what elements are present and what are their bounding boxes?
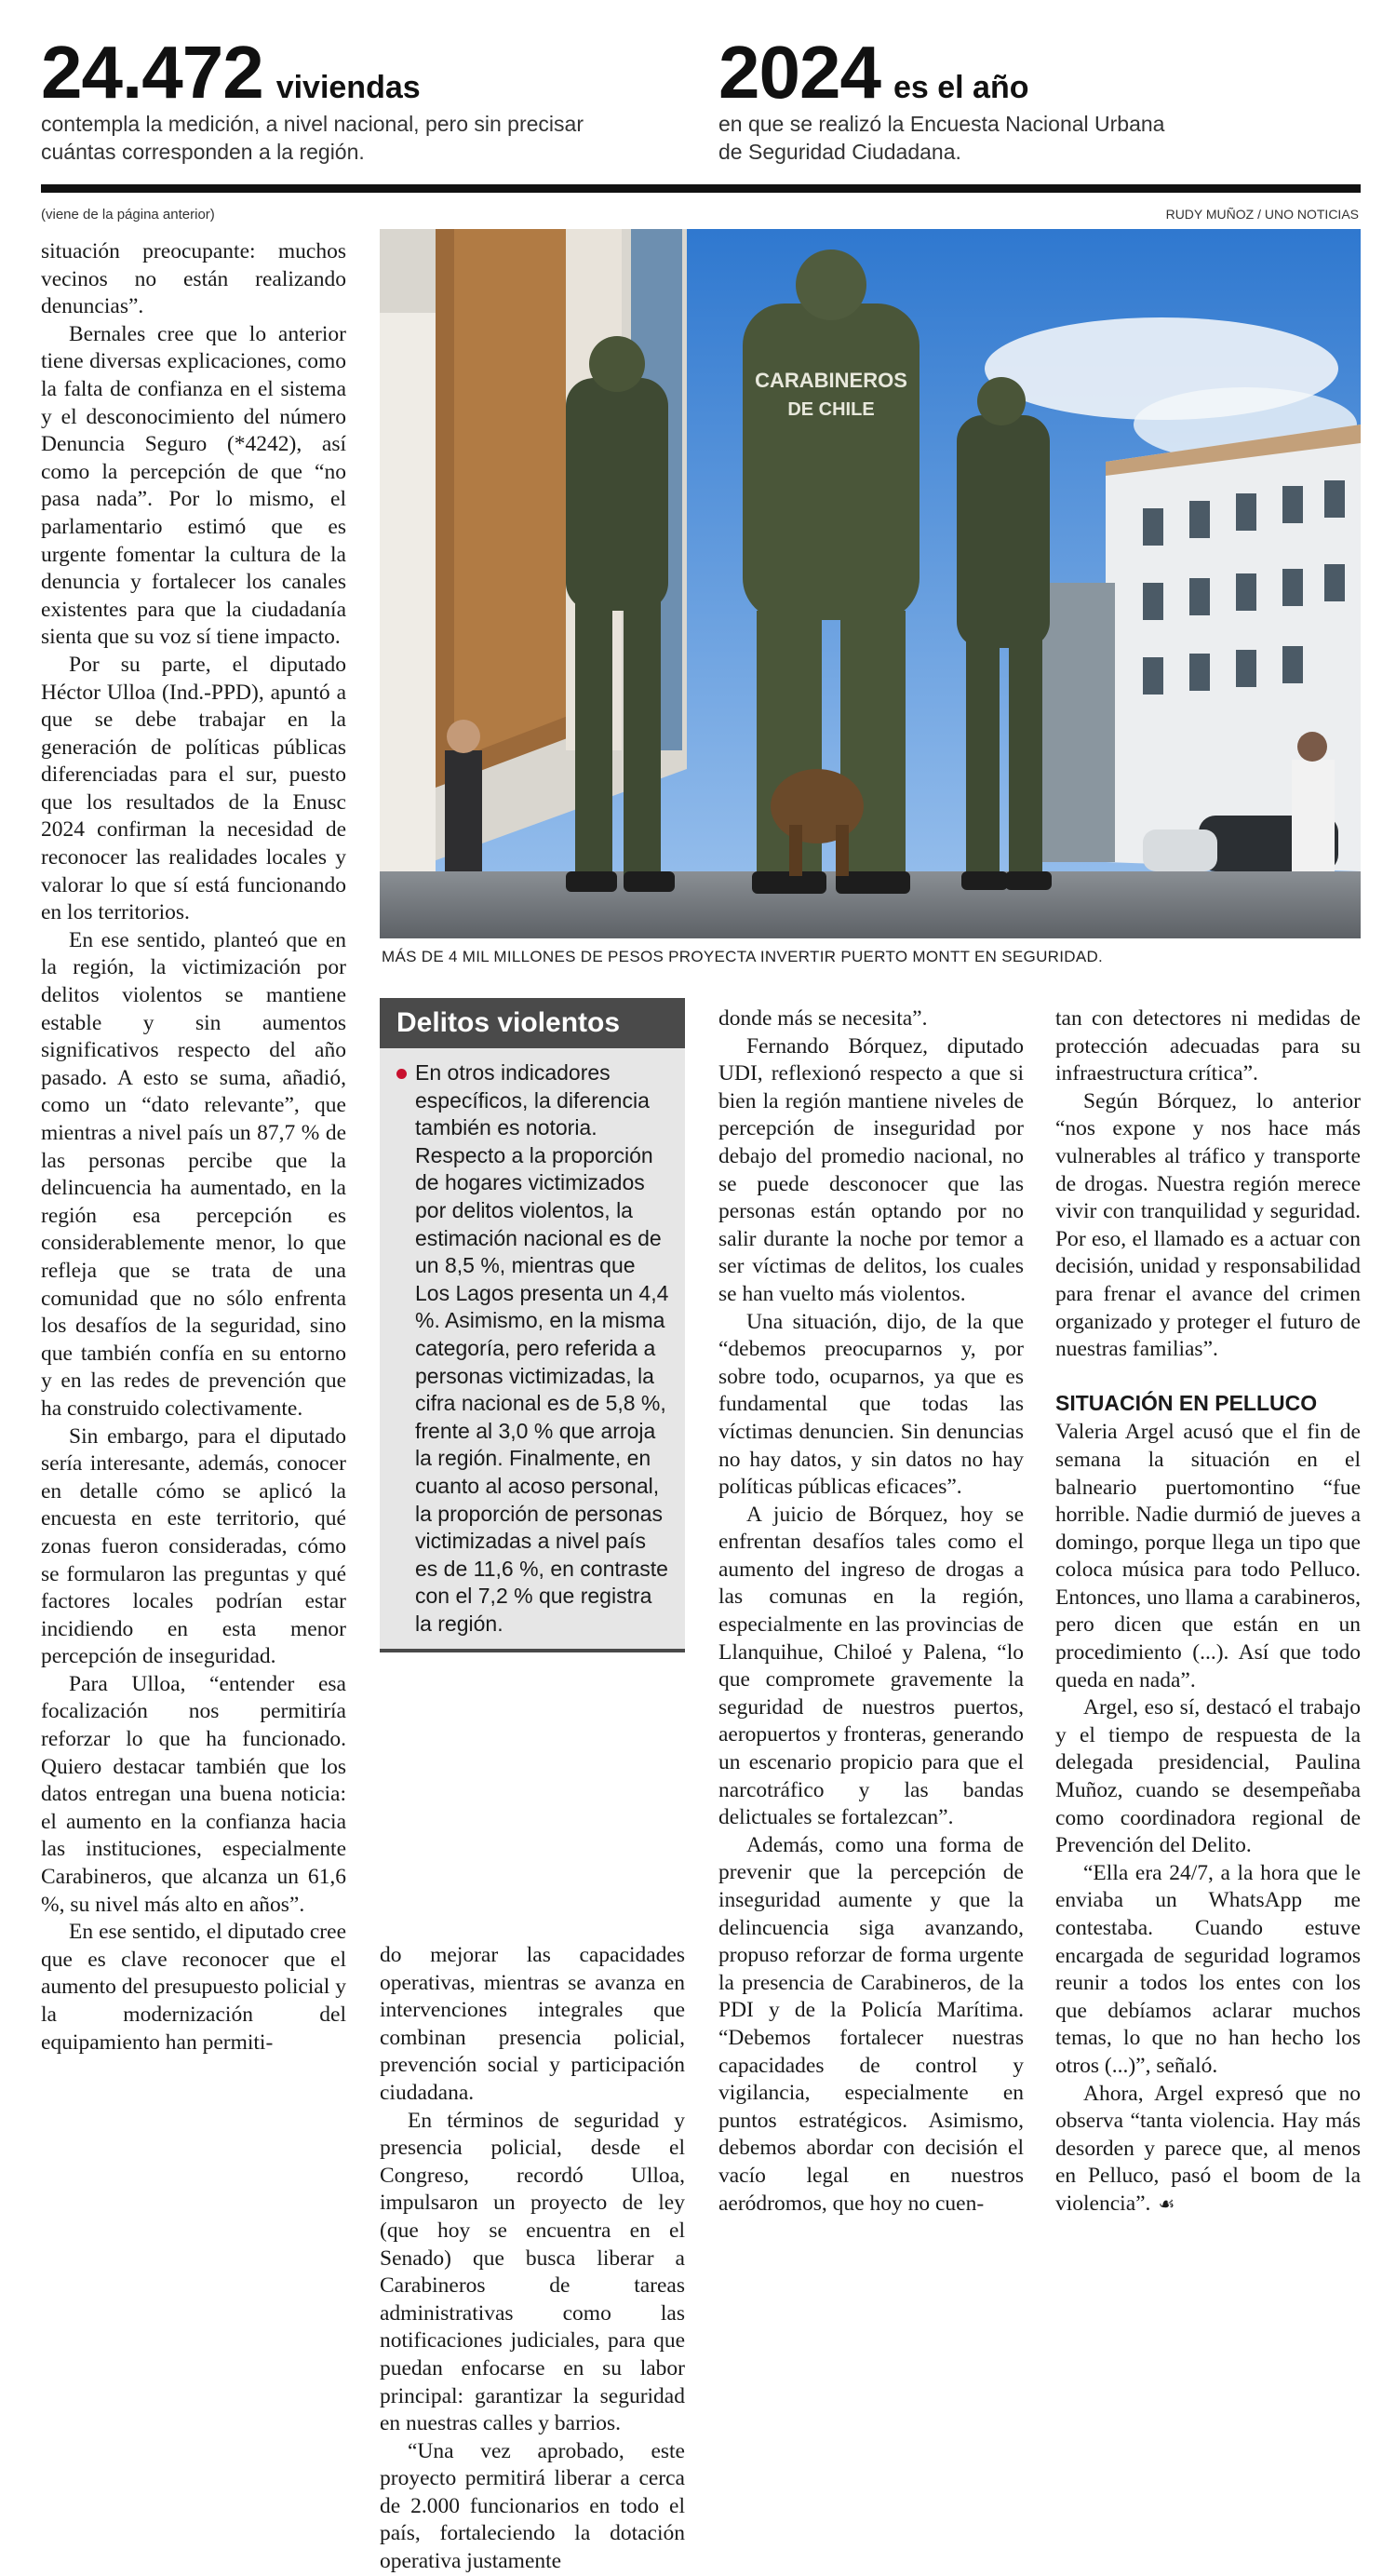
paragraph: Además, como una forma de prevenir que la percepción de inseguridad aumente y que la delincuencia siga avanzando, propuso reforzar de forma urgente la presencia de Carabineros, de la PDI y de la Policía Marítima. “Debemos fortalecer nuestras capacidades de control y vigilancia, especialmente en puntos estratégicos. Asimismo, debemos abordar con decisión el vacío legal en nuestros aeródromos, que hoy no cuen- (718, 1832, 1024, 2216)
section-subhead: SITUACIÓN EN PELLUCO (1055, 1390, 1318, 1415)
paragraph: “Ella era 24/7, a la hora que le enviaba un WhatsApp me contestaba. Cuando estuve encargada de seguridad logramos reunir a todos los entes con los que debíamos aclarar muchos temas, lo que no han hecho los otros (...)”, señaló. (1055, 1860, 1361, 2078)
stat-line: cuántas corresponden a la región. (41, 140, 365, 164)
article-column-1 (41, 238, 346, 2057)
sidebar-box (380, 998, 685, 1652)
paragraph: donde más se necesita”. (718, 1006, 928, 1031)
article-column-2 (380, 1942, 685, 2576)
paragraph: Para Ulloa, “entender esa focalización nos permitiría reforzar lo que ha funcionado. Quiero destacar también que los datos entregan una buena noticia: el aumento en la confianza hacia las instituciones, especialmente Carabineros, que alcanza un 61,6 %, su nivel más alto en años”. (41, 1671, 346, 1917)
paragraph: Por su parte, el diputado Héctor Ulloa (Ind.-PPD), apuntó a que se debe trabajar en la generación de políticas públicas diferenciadas para el sur, puesto que los resultados de la Enusc 2024 confirman la necesidad de reconocer las realidades locales y valorar lo que sí está funcionando en los territorios. (41, 652, 346, 925)
paragraph: “Una vez aprobado, este proyecto permitirá liberar a cerca de 2.000 funcionarios en todo el país, fortaleciendo la dotación operativa justamente (380, 2438, 685, 2574)
end-mark-icon: ☙ (1158, 2192, 1175, 2215)
stat-number: 2024 (718, 31, 880, 114)
paragraph: Sin embargo, para el diputado sería interesante, además, conocer en detalle cómo se aplicó la encuesta en este territorio, qué zonas fueron consideradas, cómo se formularon las preguntas y qué factores locales podrían estar incidiendo en esta menor percepción de inseguridad. (41, 1423, 346, 1669)
sidebar-title: Delitos violentos (380, 998, 685, 1048)
paragraph: En ese sentido, el diputado cree que es clave reconocer que el aumento del presupuesto policial y la modernización del equipamiento han permiti- (41, 1920, 346, 2055)
carabineros-photo-illustration (380, 229, 1361, 938)
paragraph: Según Bórquez, lo anterior “nos expone y nos hace más vulnerables al tráfico y transporte de drogas. Nuestra región merece vivir con tranquilidad y seguridad. Por eso, el llamado es a actuar con decisión, unidad y responsabilidad para frenar el avance del crimen organizado y proteger el futuro de nuestras familias”. (1055, 1088, 1361, 1362)
paragraph: En términos de seguridad y presencia policial, desde el Congreso, recordó Ulloa, impulsaron un proyecto de ley (que hoy se encuentra en el Senado) que busca liberar a Carabineros de tareas administrativas como las notificaciones judiciales, para que puedan enfocarse en su labor principal: garantizar la seguridad en nuestras calles y barrios. (380, 2108, 685, 2436)
paragraph (1055, 2081, 1361, 2219)
header-rule (41, 184, 1361, 193)
sidebar-text-wrap (380, 1048, 685, 1649)
paragraph: Fernando Bórquez, diputado UDI, reflexionó respecto a que si bien la región mantiene niveles de percepción de inseguridad por debajo del promedio nacional, no se puede desconocer que las personas están optando por no salir durante la noche por temor a ser víctimas de delitos, los cuales se han vuelto más violentos. (718, 1033, 1024, 1306)
continued-note: (viene de la página anterior) (41, 207, 215, 223)
vest-text: CARABINEROS (755, 369, 907, 392)
sidebar-text: En otros indicadores específicos, la diferencia también es notoria. Respecto a la proporción de hogares victimizados por delitos violentos, la estimación nacional es de un 8,5 %, mientras que Los Lagos presenta un 4,4 %. Asimismo, en la misma categoría, pero referida a personas victimizadas, la cifra nacional es de 5,8 %, frente al 3,0 % que arroja la región. Finalmente, en cuanto al acoso personal, la proporción de personas victimizadas a nivel país es de 11,6 %, en contraste con el 7,2 % que registra la región. (415, 1060, 669, 1636)
stat-line: de Seguridad Ciudadana. (718, 140, 961, 164)
paragraph: Argel, eso sí, destacó el trabajo y el tiempo de respuesta de la delegada presidencial, Paulina Muñoz, cuando se desempeñaba como coordinadora regional de Prevención del Delito. (1055, 1695, 1361, 1858)
stat-line: en que se realizó la Encuesta Nacional Urbana (718, 112, 1165, 136)
news-photo (380, 229, 1361, 938)
header-stat-year (718, 31, 1165, 166)
article-column-4 (1055, 1005, 1361, 2219)
header-stat-viviendas (41, 31, 584, 166)
paragraph: situación preocupante: muchos vecinos no están realizando denuncias”. (41, 239, 346, 319)
stat-line: contempla la medición, a nivel nacional, pero sin precisar (41, 112, 584, 136)
paragraph: Bernales cree que lo anterior tiene diversas explicaciones, como la falta de confianza en el sistema y el desconocimiento del número Denuncia Seguro (*4242), así como la percepción de que “no pasa nada”. Por lo mismo, el parlamentario estimó que es urgente fomentar la cultura de la denuncia y fortalecer los canales existentes para que la ciudadanía sienta que su voz sí tiene impacto. (41, 321, 346, 650)
article-column-3 (718, 1005, 1024, 2218)
paragraph: Una situación, dijo, de la que “debemos preocuparnos y, por sobre todo, ocuparnos, ya que es fundamental que todas las víctimas denuncien. Sin denuncias no hay datos, y sin datos no hay políticas públicas eficaces”. (718, 1309, 1024, 1500)
photo-credit: RUDY MUÑOZ / UNO NOTICIAS (1165, 207, 1359, 222)
paragraph: do mejorar las capacidades operativas, mientras se avanza en intervenciones integrales que combinan presencia policial, prevención social y participación ciudadana. (380, 1943, 685, 2105)
paragraph: A juicio de Bórquez, hoy se enfrentan desafíos tales como el aumento del ingreso de drogas a las comunas en la región, especialmente en las provincias de Llanquihue, Chiloé y Palena, “lo que compromete gravemente la seguridad de nuestros puertos, aeropuertos y fronteras, generando un escenario propicio para que el narcotráfico y las bandas delictuales se fortalezcan”. (718, 1502, 1024, 1830)
paragraph: En ese sentido, planteó que en la región, la victimización por delitos violentos se mantiene estable y sin aumentos significativos respecto del año pasado. A esto se suma, añadió, como un “dato relevante”, que mientras a nivel país un 87,7 % de las personas percibe que la delincuencia ha aumentado, en la región esa percepción es considerablemente menor, lo que refleja que se trata de una comunidad que no sólo enfrenta los desafíos de la seguridad, sino que también confía en su entorno y en las redes de prevención que ha construido colectivamente. (41, 927, 346, 1421)
stat-word: viviendas (275, 70, 421, 105)
photo-caption: MÁS DE 4 MIL MILLONES DE PESOS PROYECTA INVERTIR PUERTO MONTT EN SEGURIDAD. (382, 948, 1104, 965)
stat-word: es el año (893, 70, 1029, 105)
bullet-icon (396, 1069, 407, 1079)
stat-number: 24.472 (41, 31, 263, 114)
paragraph: Valeria Argel acusó que el fin de semana la situación en el balneario puertomontino “fue horrible. Nadie durmió de jueves a domingo, porque llega un tipo que coloca música para todo Pelluco. Entonces, uno llama a carabineros, pero dicen que están en un procedimiento (...). Así que todo queda en nada”. (1055, 1420, 1361, 1693)
vest-text: DE CHILE (787, 399, 875, 420)
paragraph: tan con detectores ni medidas de protección adecuadas para su infraestructura crítica”. (1055, 1006, 1361, 1086)
paragraph-text: Ahora, Argel expresó que no observa “tanta violencia. Hay más desorden y parece que, al menos en Pelluco, pasó el boom de la violencia”. (1055, 2081, 1361, 2216)
